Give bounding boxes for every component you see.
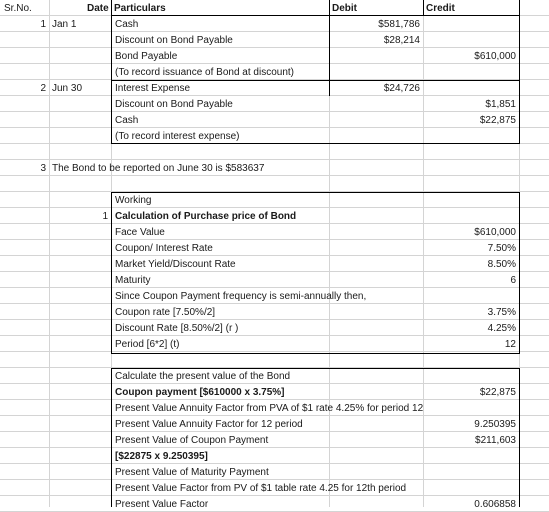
working-row-value: 8.50%	[487, 259, 516, 270]
header-particulars: Particulars	[114, 3, 166, 14]
pv-row-label: Calculate the present value of the Bond	[115, 371, 291, 382]
entry1-narration: (To record issuance of Bond at discount)	[115, 67, 294, 78]
pv-row-label: Present Value Factor from PV of $1 table rate 4.25 for 12th period	[115, 483, 407, 494]
entry2-line1-debit: $24,726	[383, 83, 420, 94]
working-row-label: Maturity	[115, 275, 151, 286]
pv-row-label: Present Value of Coupon Payment	[115, 435, 269, 446]
entry1-no: 1	[40, 19, 46, 30]
entry1-line2-text: Discount on Bond Payable	[115, 35, 233, 46]
pv-row-value: 0.606858	[474, 499, 516, 510]
working-heading: Calculation of Purchase price of Bond	[115, 211, 297, 222]
note3-no: 3	[40, 163, 46, 174]
working-row-label: Coupon/ Interest Rate	[115, 243, 213, 254]
pv-row-label: Coupon payment [$610000 x 3.75%]	[115, 387, 285, 398]
working-row-label: Face Value	[115, 227, 165, 238]
entry2-line2-credit: $1,851	[485, 99, 516, 110]
pv-row-label: Present Value Factor	[115, 499, 209, 510]
entry2-line3-credit: $22,875	[479, 115, 516, 126]
working-row-label: Discount Rate [8.50%/2] (r )	[115, 323, 239, 334]
working-row-value: 3.75%	[487, 307, 516, 318]
pv-row-value: $211,603	[475, 435, 516, 446]
entry1-date: Jan 1	[52, 19, 77, 30]
note3-text: The Bond to be reported on June 30 is $583637	[52, 163, 265, 174]
pv-row-label: [$22875 x 9.250395]	[115, 451, 208, 462]
working-row-value: 12	[504, 339, 516, 350]
pv-row-value: 9.250395	[474, 419, 516, 430]
entry2-line3-text: Cash	[115, 115, 139, 126]
entry1-line2-debit: $28,214	[383, 35, 420, 46]
working-row-value: 6	[510, 275, 516, 286]
header-date: Date	[87, 3, 109, 14]
working-row-value: 4.25%	[487, 323, 516, 334]
working-row-label: Since Coupon Payment frequency is semi-annually then,	[115, 291, 367, 302]
working-row-label: Market Yield/Discount Rate	[115, 259, 236, 270]
working-title: Working	[115, 195, 152, 206]
working-row-value: 7.50%	[487, 243, 516, 254]
working-row-label: Coupon rate [7.50%/2]	[115, 307, 216, 318]
entry2-date: Jun 30	[52, 83, 83, 94]
entry2-no: 2	[40, 83, 46, 94]
pv-row-label: Present Value of Maturity Payment	[115, 467, 269, 478]
entry2-line2-text: Discount on Bond Payable	[115, 99, 233, 110]
pv-row-label: Present Value Annuity Factor for 12 period	[115, 419, 303, 430]
header-srno: Sr.No.	[4, 3, 32, 14]
entry1-line3-text: Bond Payable	[115, 51, 178, 62]
entry1-line3-credit: $610,000	[474, 51, 516, 62]
pv-row-label: Present Value Annuity Factor from PVA of $1 rate 4.25% for period 12	[115, 403, 424, 414]
entry2-narration: (To record interest expense)	[115, 131, 240, 142]
working-row-value: $610,000	[474, 227, 516, 238]
pv-row-value: $22,875	[479, 387, 516, 398]
entry2-line1-text: Interest Expense	[115, 83, 191, 94]
header-credit: Credit	[426, 3, 455, 14]
working-no: 1	[102, 211, 108, 222]
working-row-label: Period [6*2] (t)	[115, 339, 180, 350]
entry1-line1-text: Cash	[115, 19, 139, 30]
entry1-line1-debit: $581,786	[378, 19, 420, 30]
header-debit: Debit	[332, 3, 357, 14]
